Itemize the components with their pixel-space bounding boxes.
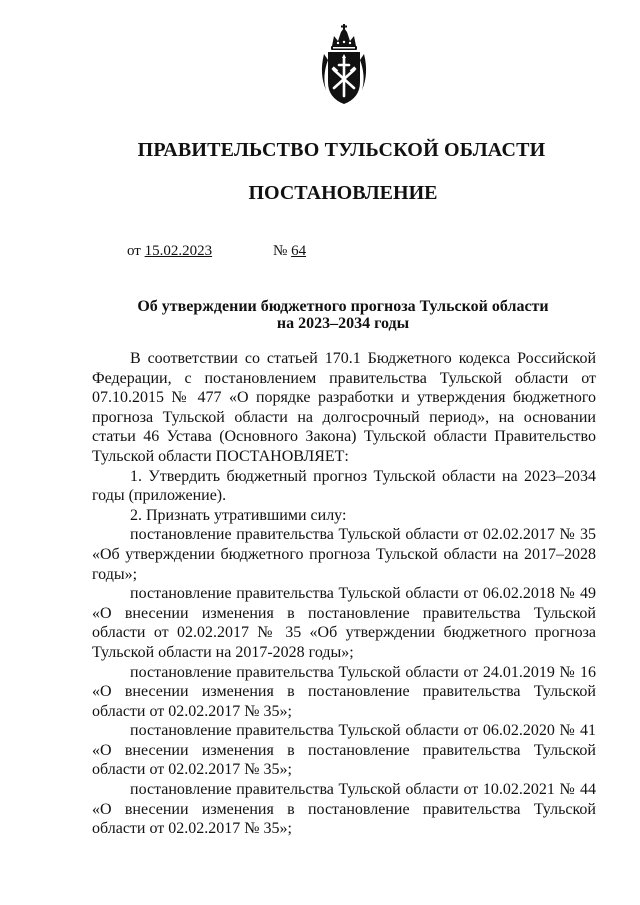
document-title-line: Об утверждении бюджетного прогноза Тульской области bbox=[137, 298, 549, 315]
document-type-heading: ПОСТАНОВЛЕНИЕ bbox=[248, 182, 438, 204]
body-paragraph: 1. Утвердить бюджетный прогноз Тульской области на 2023–2034 годы (приложение). bbox=[92, 467, 596, 505]
document-title bbox=[92, 298, 594, 332]
document-title-line: на 2023–2034 годы bbox=[276, 315, 410, 332]
document-number: 64 bbox=[291, 243, 307, 259]
body-paragraph: постановление правительства Тульской области от 24.01.2019 № 16 «О внесении изменения в постановление правительства Тульской области от 02.02.2017 № 35»; bbox=[92, 663, 596, 720]
coat-of-arms-icon bbox=[318, 24, 370, 106]
coat-of-arms-svg bbox=[318, 24, 370, 106]
document-number-line bbox=[273, 243, 306, 260]
organization-title: ПРАВИТЕЛЬСТВО ТУЛЬСКОЙ ОБЛАСТИ bbox=[137, 139, 546, 161]
body-paragraph: постановление правительства Тульской области от 06.02.2020 № 41 «О внесении изменения в постановление правительства Тульской области от 02.02.2017 № 35»; bbox=[92, 722, 596, 779]
document-date-line bbox=[127, 243, 212, 260]
document-date: 15.02.2023 bbox=[144, 243, 213, 259]
document-body bbox=[92, 349, 596, 839]
number-prefix: № bbox=[273, 243, 288, 259]
body-paragraph: постановление правительства Тульской области от 10.02.2021 № 44 «О внесении изменения в постановление правительства Тульской области от 02.02.2017 № 35»; bbox=[92, 781, 596, 838]
date-prefix: от bbox=[127, 243, 141, 259]
body-paragraph: В соответствии со статьей 170.1 Бюджетного кодекса Российской Федерации, с постановлением правительства Тульской области от 07.10.2015 № 477 «О порядке разработки и утверждения бюджетного прогноза Тульской области на долгосрочный период», на основании статьи 46 Устава (Основного Закона) Тульской области Правительство Тульской области ПОСТАНОВЛЯЕТ: bbox=[92, 350, 596, 465]
body-paragraph: постановление правительства Тульской области от 06.02.2018 № 49 «О внесении изменения в постановление правительства Тульской области от 02.02.2017 № 35 «Об утверждении бюджетного прогноза Тульской области на 2017-2028 годы»; bbox=[92, 585, 596, 661]
body-paragraph: 2. Признать утратившими силу: bbox=[130, 506, 347, 524]
body-paragraph: постановление правительства Тульской области от 02.02.2017 № 35 «Об утверждении бюджетного прогноза Тульской области на 2017–2028 годы»; bbox=[92, 526, 596, 583]
